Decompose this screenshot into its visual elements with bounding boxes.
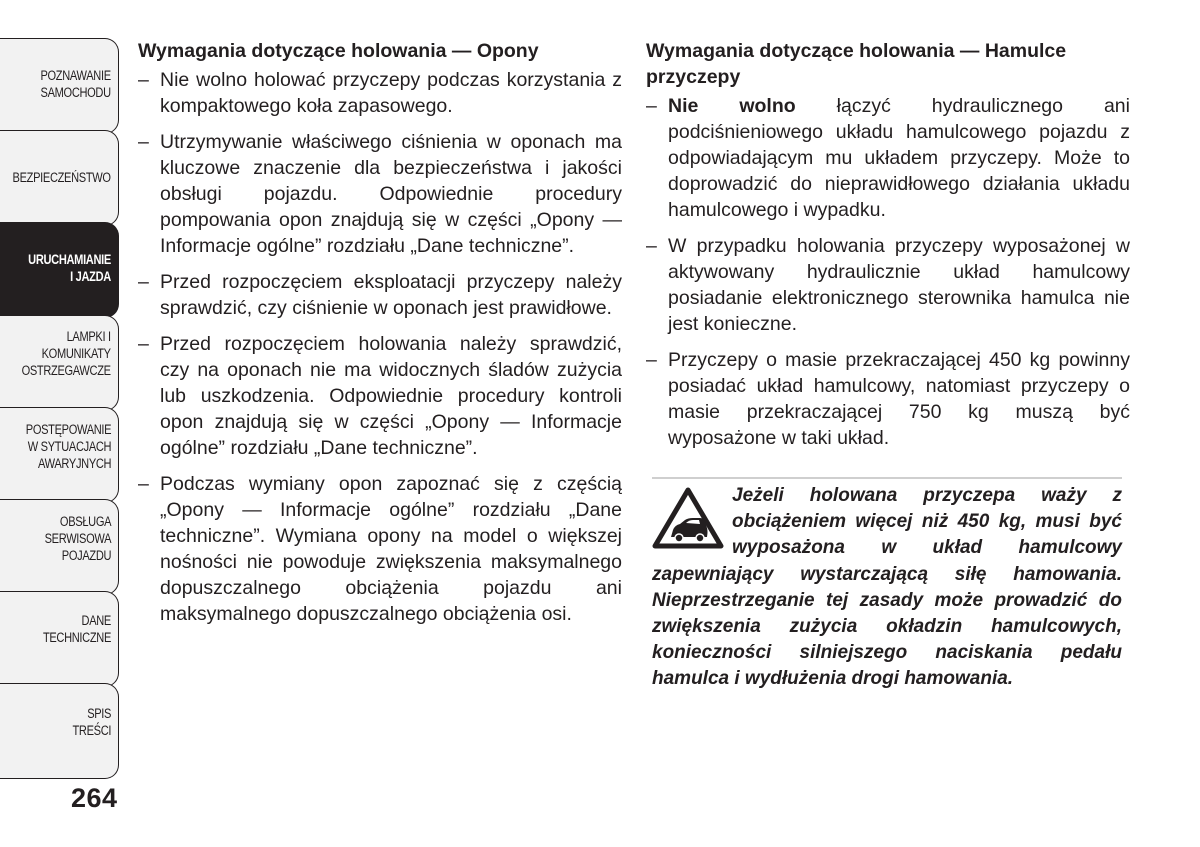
list-item <box>646 93 1130 223</box>
tab-bezpieczenstwo[interactable] <box>0 130 119 226</box>
tab-poznawanie-samochodu[interactable] <box>0 38 119 134</box>
list-item: – Przed rozpoczęciem holowania należy sprawdzić, czy na oponach nie ma widocznych śladów zużycia lub uszkodzenia. Odpowiednie procedury kontroli opon znajdują się w części „Opony — Informacje ogólne” rozdziału „Dane techniczne”. <box>138 331 622 461</box>
tab-spis-tresci[interactable] <box>0 683 119 779</box>
list-item: – Przed rozpoczęciem eksploatacji przyczepy należy sprawdzić, czy ciśnienie w oponach jest prawidłowe. <box>138 269 622 321</box>
section-heading: Wymagania dotyczące holowania — Opony <box>138 40 539 62</box>
tab-lampki-i-komunikaty[interactable] <box>0 315 119 411</box>
brakes-section <box>646 38 1130 461</box>
list-item-text: łączyć hydraulicznego ani podciśnieniowego układu hamulcowego pojazdu z odpowiadającym mu układem przyczepy. Może to doprowadzić do nieprawidłowego działania układu hamulcowego i wypadku. <box>668 95 1130 221</box>
tab-label: POSTĘPOWANIE W SYTUACJACH AWARYJNYCH <box>25 422 112 471</box>
tab-label: OBSŁUGA SERWISOWA POJAZDU <box>44 514 111 563</box>
tab-label: DANE TECHNICZNE <box>42 613 111 645</box>
list-item: – Utrzymywanie właściwego ciśnienia w oponach ma kluczowe znaczenie dla bezpieczeństwa i jakości obsługi pojazdu. Odpowiednie procedury pompowania opon znajdują się w części „Opony — Informacje ogólne” rozdziału „Dane techniczne”. <box>138 129 622 259</box>
brakes-list <box>646 93 1130 451</box>
section-heading: Wymagania dotyczące holowania — Hamulce przyczepy <box>646 40 1067 88</box>
list-item: – Przyczepy o masie przekraczającej 450 kg powinny posiadać układ hamulcowy, natomiast przyczepy o masie przekraczającej 750 kg muszą być wyposażone w taki układ. <box>646 347 1130 451</box>
warning-text: Jeżeli holowana przyczepa waży z obciążeniem więcej niż 450 kg, musi być wyposażona w układ hamulcowy zapewniający wystarczającą siłę hamowania. Nieprzestrzeganie tej zasady może prowadzić do zwiększenia zużycia okładzin hamulcowych, konieczności silniejszego naciskania pedału hamulca i wydłużenia drogi hamowania. <box>652 485 1122 690</box>
tab-postepowanie-w-sytuacjach-awaryjnych[interactable] <box>0 407 119 503</box>
warning-note <box>652 483 1122 693</box>
tires-list <box>138 67 622 627</box>
warning-triangle-car-icon <box>652 487 724 549</box>
tab-label: URUCHAMIANIE I JAZDA <box>28 252 111 284</box>
list-item: – Nie wolno holować przyczepy podczas korzystania z kompaktowego koła zapasowego. <box>138 67 622 119</box>
list-item: – Podczas wymiany opon zapoznać się z częścią „Opony — Informacje ogólne” rozdziału „Dane techniczne”. Wymiana opony na model o większej nośności nie powoduje zwiększenia maksymalnego dopuszczalnego obciążenia pojazdu ani maksymalnego dopuszczalnego obciążenia osi. <box>138 471 622 627</box>
tires-section <box>138 38 622 637</box>
page-number: 264 <box>71 783 118 813</box>
tab-label: BEZPIECZEŃSTWO <box>12 170 111 185</box>
list-item: – W przypadku holowania przyczepy wyposażonej w aktywowany hydraulicznie układ hamulcowy posiadanie elektronicznego sterownika hamulca nie jest konieczne. <box>646 233 1130 337</box>
tab-label: LAMPKI I KOMUNIKATY OSTRZEGAWCZE <box>21 329 111 378</box>
tab-uruchamianie-i-jazda[interactable] <box>0 222 119 318</box>
tab-label: SPIS TREŚCI <box>72 706 111 738</box>
emphasis: Nie wolno <box>668 95 796 117</box>
warning-divider <box>652 477 1122 479</box>
tab-label: POZNAWANIE SAMOCHODU <box>40 68 112 100</box>
tab-obsluga-serwisowa[interactable] <box>0 499 119 595</box>
tab-dane-techniczne[interactable] <box>0 591 119 687</box>
